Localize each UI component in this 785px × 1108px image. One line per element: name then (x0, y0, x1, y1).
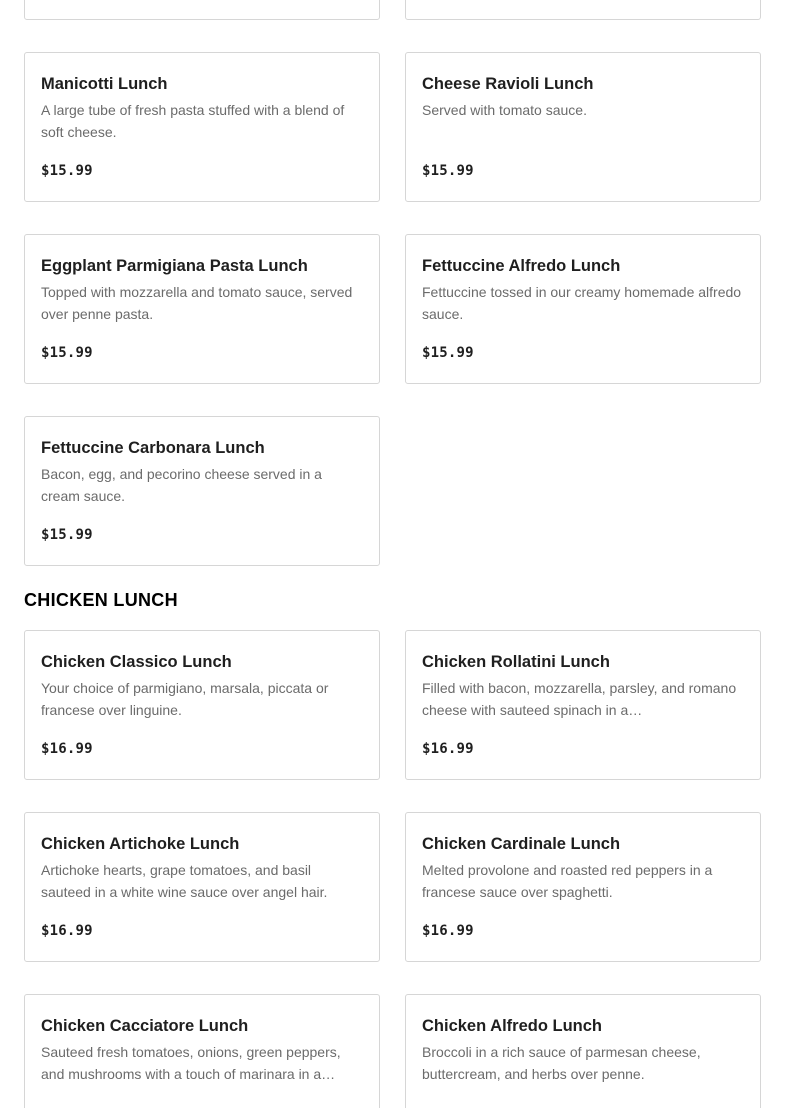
menu-item-price: $16.99 (41, 741, 93, 757)
menu-item-card[interactable] (405, 52, 761, 202)
section-heading-chicken-lunch: CHICKEN LUNCH (24, 590, 178, 610)
menu-item-name: Chicken Classico Lunch (41, 653, 232, 671)
menu-item-description: Melted provolone and roasted red peppers in a francese sauce over spaghetti. (422, 862, 713, 900)
menu-item-name: Chicken Artichoke Lunch (41, 835, 240, 853)
menu-item-card[interactable] (24, 630, 380, 780)
menu-item-card[interactable] (24, 812, 380, 962)
menu-item-name: Manicotti Lunch (41, 75, 168, 93)
menu-item-card[interactable] (24, 234, 380, 384)
menu-item-description: Filled with bacon, mozzarella, parsley, and romano cheese with sauteed spinach in a… (422, 680, 737, 718)
menu-item-price: $16.99 (41, 923, 93, 939)
menu-item-card[interactable] (24, 0, 380, 20)
menu-item-description: Bacon, egg, and pecorino cheese served in a cream sauce. (41, 466, 322, 504)
menu-item-card[interactable] (405, 994, 761, 1108)
menu-item-description: Fettuccine tossed in our creamy homemade alfredo sauce. (422, 284, 742, 322)
menu-item-price: $15.99 (41, 527, 93, 543)
menu-item-name: Chicken Cardinale Lunch (422, 835, 621, 853)
menu-item-card[interactable] (405, 0, 761, 20)
menu-item-price: $15.99 (41, 345, 93, 361)
menu-item-card[interactable] (405, 234, 761, 384)
menu-item-name: Chicken Alfredo Lunch (422, 1017, 602, 1035)
menu-item-description: Topped with mozzarella and tomato sauce, served over penne pasta. (41, 284, 353, 322)
menu-item-price: $15.99 (41, 163, 93, 179)
menu-item-card[interactable] (24, 416, 380, 566)
menu-item-description: A large tube of fresh pasta stuffed with a blend of soft cheese. (41, 102, 345, 140)
menu-item-description: Served with tomato sauce. (422, 102, 587, 118)
menu-item-description: Sauteed fresh tomatoes, onions, green peppers, and mushrooms with a touch of marinara in a… (41, 1044, 341, 1082)
menu-item-name: Fettuccine Alfredo Lunch (422, 257, 621, 275)
menu-item-description: Broccoli in a rich sauce of parmesan cheese, buttercream, and herbs over penne. (422, 1044, 701, 1082)
menu-item-price: $15.99 (422, 345, 474, 361)
menu-item-name: Chicken Rollatini Lunch (422, 653, 610, 671)
chicken-lunch-grid (24, 630, 761, 1108)
menu-item-card[interactable] (405, 812, 761, 962)
menu-item-name: Cheese Ravioli Lunch (422, 75, 594, 93)
menu-item-name: Chicken Cacciatore Lunch (41, 1017, 249, 1035)
menu-item-price: $16.99 (422, 923, 474, 939)
menu-item-name: Eggplant Parmigiana Pasta Lunch (41, 257, 308, 275)
pasta-lunch-grid (24, 0, 761, 566)
menu-item-name: Fettuccine Carbonara Lunch (41, 439, 265, 457)
menu-item-card[interactable] (405, 630, 761, 780)
menu-item-description: Your choice of parmigiano, marsala, piccata or francese over linguine. (41, 680, 329, 718)
menu-item-card[interactable] (24, 994, 380, 1108)
menu-item-price: $16.99 (422, 741, 474, 757)
menu-item-price: $15.99 (422, 163, 474, 179)
menu-item-card[interactable] (24, 52, 380, 202)
menu-item-description: Artichoke hearts, grape tomatoes, and basil sauteed in a white wine sauce over angel hair. (41, 862, 328, 900)
